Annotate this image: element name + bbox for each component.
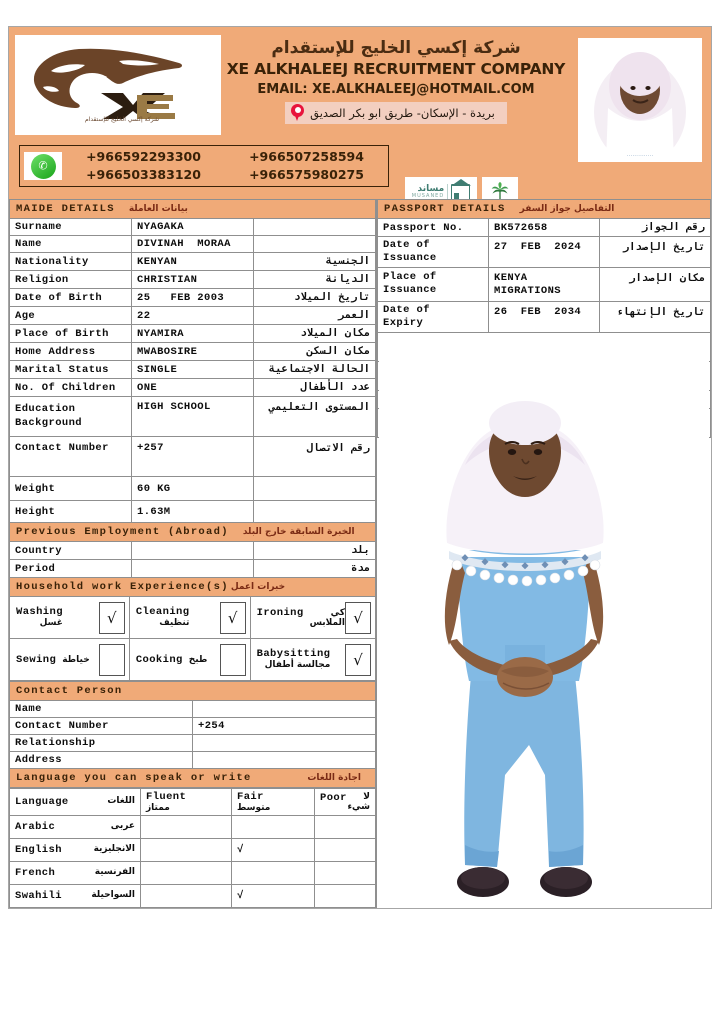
section-previous-employment [10, 523, 376, 542]
row-label: Date of Birth [10, 289, 132, 307]
col-language [10, 789, 141, 816]
row-value: 1.63M [132, 501, 254, 523]
item-label-ar: تنظيف [159, 618, 190, 629]
checkbox-cleaning[interactable] [220, 602, 246, 634]
table-row [378, 301, 711, 332]
language-name: French [15, 867, 56, 879]
table-row [10, 701, 376, 718]
language-name-ar: الفرنسية [94, 867, 135, 877]
table-row [10, 236, 376, 253]
row-label: Period [10, 560, 132, 578]
maid-details-table [9, 199, 376, 597]
table-row [10, 343, 376, 361]
table-row [10, 397, 376, 437]
table-row [10, 752, 376, 769]
cell-fair[interactable] [232, 862, 315, 885]
row-value [193, 701, 376, 718]
row-value: BK572658 [489, 219, 600, 237]
col-label-en: Fluent [146, 791, 187, 803]
cell-poor[interactable] [315, 862, 376, 885]
row-label-ar [254, 477, 376, 501]
col-fair [232, 789, 315, 816]
phone-4: +966575980275 [249, 167, 364, 183]
table-row [378, 237, 711, 268]
col-poor [315, 789, 376, 816]
company-address-text: بريدة - الإسكان- طريق ابو بكر الصديق [310, 105, 495, 120]
phone-1: +966592293300 [86, 149, 201, 164]
contact-person-table [9, 681, 376, 788]
table-row [10, 271, 376, 289]
section-title-en: PASSPORT DETAILS [384, 203, 506, 215]
table-row [10, 501, 376, 523]
row-label-ar: مكان الإصدار [600, 268, 711, 301]
logo-subtitle: شركة إكسي الخليج للإستقدام [84, 116, 160, 123]
table-row [10, 477, 376, 501]
musaned-label-ar: مساند [417, 184, 445, 194]
row-label: Nationality [10, 253, 132, 271]
row-value: KENYA MIGRATIONS [489, 268, 600, 301]
col-label-ar: متوسط [237, 803, 271, 813]
cell-fluent[interactable] [141, 816, 232, 839]
row-value: ONE [132, 379, 254, 397]
household-item-cleaning[interactable] [130, 597, 251, 639]
row-value: HIGH SCHOOL [132, 397, 254, 437]
language-name: English [15, 844, 62, 856]
full-body-photo [379, 345, 709, 908]
col-label-ar: لا شيء [347, 792, 370, 812]
row-value: +257 [132, 437, 254, 477]
row-value: NYAGAKA [132, 219, 254, 236]
cell-fluent[interactable] [141, 885, 232, 908]
check-mark: √ [353, 650, 363, 669]
row-value [132, 542, 254, 560]
musaned-label-en: MUSANED [411, 193, 445, 199]
table-row [10, 735, 376, 752]
row-value [193, 735, 376, 752]
section-maid-details [10, 200, 376, 219]
checkbox-ironing[interactable] [345, 602, 371, 634]
language-row-arabic [10, 816, 376, 839]
language-row-french [10, 862, 376, 885]
table-row [10, 718, 376, 735]
section-title-ar: التفاصيل جواز السفر [519, 204, 615, 214]
company-address [285, 102, 507, 124]
household-item-sewing[interactable] [9, 639, 130, 681]
company-email: EMAIL: XE.ALKHALEEJ@HOTMAIL.COM [257, 81, 535, 97]
section-title-ar: بيانات العاملة [128, 204, 188, 214]
row-value: KENYAN [132, 253, 254, 271]
row-label: Marital Status [10, 361, 132, 379]
row-label: Date of Issuance [378, 237, 489, 268]
row-label-ar: العمر [254, 307, 376, 325]
cell-fluent[interactable] [141, 839, 232, 862]
table-row [10, 325, 376, 343]
cell-poor[interactable] [315, 816, 376, 839]
table-row [10, 361, 376, 379]
row-label-ar: الديانة [254, 271, 376, 289]
row-label-ar: بلد [254, 542, 376, 560]
cell-poor[interactable] [315, 839, 376, 862]
item-label-en: Cleaning [135, 605, 190, 618]
col-label-en: Poor [320, 792, 347, 804]
row-value: CHRISTIAN [132, 271, 254, 289]
section-title-en: Previous Employment (Abroad) [16, 526, 229, 538]
row-label: Religion [10, 271, 132, 289]
checkbox-sewing[interactable] [99, 644, 125, 676]
section-title-en: MAIDE DETAILS [16, 203, 115, 215]
location-pin-icon [291, 104, 304, 122]
household-item-babysitting[interactable] [251, 639, 376, 681]
row-value: 27 FEB 2024 [489, 237, 600, 268]
right-column [377, 199, 711, 908]
row-label: Place of Birth [10, 325, 132, 343]
checkbox-cooking[interactable] [220, 644, 246, 676]
table-row [378, 268, 711, 301]
row-value: 22 [132, 307, 254, 325]
company-name-english: XE ALKHALEEJ RECRUITMENT COMPANY [226, 60, 566, 79]
row-label: Contact Number [10, 718, 193, 735]
item-label-ar: كي الملابس [309, 608, 345, 628]
language-name: Arabic [15, 821, 56, 833]
row-value: +254 [193, 718, 376, 735]
row-label: Weight [10, 477, 132, 501]
table-row [378, 219, 711, 237]
headshot-image [578, 38, 702, 162]
section-title-ar: الخبرة السابقة خارج البلد [242, 527, 355, 537]
section-title-ar: خبرات اعمل [230, 582, 286, 592]
section-title-en: Household work Experience(s) [16, 581, 229, 593]
row-label-ar: الحالة الاجتماعية [254, 361, 376, 379]
row-label: Name [10, 701, 193, 718]
check-mark: √ [107, 608, 117, 627]
phone-3: +966503383120 [86, 167, 201, 183]
section-title-en: Contact Person [16, 685, 123, 697]
row-label-ar [254, 219, 376, 236]
row-label: Place of Issuance [378, 268, 489, 301]
table-row [10, 307, 376, 325]
row-label: Home Address [10, 343, 132, 361]
header-center [221, 33, 571, 127]
item-label-en: Cooking [135, 653, 183, 666]
whatsapp-icon: ✆ [24, 152, 62, 180]
language-name-ar: عربى [110, 821, 135, 831]
row-label-ar: رقم الاتصال [254, 437, 376, 477]
row-label: Age [10, 307, 132, 325]
table-row [10, 219, 376, 236]
document-header [9, 27, 711, 199]
item-label-ar: مجالسة أطفال [264, 660, 331, 671]
language-name: Swahili [15, 890, 62, 902]
house-icon [451, 184, 470, 201]
item-label-en: Babysitting [256, 647, 331, 660]
item-label-ar: طبخ [188, 654, 208, 665]
applicant-headshot [575, 35, 705, 165]
household-work-grid [9, 597, 376, 681]
row-label-ar [254, 501, 376, 523]
row-value: MWABOSIRE [132, 343, 254, 361]
row-value: DIVINAH MORAA [132, 236, 254, 253]
section-languages [10, 769, 376, 788]
section-passport-details [378, 200, 711, 219]
row-label: Country [10, 542, 132, 560]
phone-2: +966507258594 [249, 149, 364, 164]
row-label-ar: مكان الميلاد [254, 325, 376, 343]
cell-fair[interactable] [232, 816, 315, 839]
item-label-en: Ironing [256, 607, 304, 619]
xe-globe-icon [23, 41, 213, 121]
language-row-english [10, 839, 376, 862]
row-label: Passport No. [378, 219, 489, 237]
table-row [10, 542, 376, 560]
languages-table [9, 788, 376, 908]
row-label: Address [10, 752, 193, 769]
col-label-en: Fair [237, 791, 264, 803]
row-label-ar: عدد الأطفال [254, 379, 376, 397]
row-label-ar: مدة [254, 560, 376, 578]
table-row [10, 560, 376, 578]
cv-document [8, 26, 712, 909]
company-logo [15, 35, 221, 135]
checkbox-washing[interactable] [99, 602, 125, 634]
table-row [10, 437, 376, 477]
row-value: 26 FEB 2034 [489, 301, 600, 332]
household-item-ironing[interactable] [251, 597, 376, 639]
item-label-en: Sewing [16, 653, 57, 666]
section-title-ar: اجادة اللغات [307, 773, 361, 783]
col-label-ar: اللغات [107, 796, 135, 806]
table-row [10, 379, 376, 397]
company-name-arabic: شركة إكسي الخليج للإستقدام [271, 38, 521, 58]
cell-fluent[interactable] [141, 862, 232, 885]
cell-poor[interactable] [315, 885, 376, 908]
document-body [9, 199, 711, 908]
row-value: 60 KG [132, 477, 254, 501]
languages-header-row [10, 789, 376, 816]
row-value [132, 560, 254, 578]
row-label-ar: الجنسية [254, 253, 376, 271]
item-label-ar: غسل [39, 618, 63, 629]
phone-numbers-block [19, 145, 389, 187]
row-label-ar: مكان السكن [254, 343, 376, 361]
svg-text:..............: .............. [626, 151, 654, 158]
row-label: No. Of Children [10, 379, 132, 397]
language-name-ar: السواحيلة [91, 890, 135, 900]
col-label-en: Language [15, 796, 69, 808]
language-name-ar: الانجليزية [93, 844, 135, 854]
row-label: Education Background [10, 397, 132, 437]
check-mark: √ [237, 890, 244, 902]
cell-fair[interactable] [232, 885, 315, 908]
row-value: SINGLE [132, 361, 254, 379]
section-title-en: Language you can speak or write [16, 772, 252, 784]
row-label-ar: رقم الجواز [600, 219, 711, 237]
checkbox-babysitting[interactable] [345, 644, 371, 676]
check-mark: √ [237, 844, 244, 856]
household-item-cooking[interactable] [130, 639, 251, 681]
check-mark: √ [227, 608, 238, 627]
row-label-ar: تاريخ الميلاد [254, 289, 376, 307]
left-column [9, 199, 377, 908]
item-label-ar: خياطة [62, 654, 90, 665]
col-label-ar: ممتاز [146, 803, 170, 813]
section-household-work [10, 578, 376, 597]
table-row [10, 253, 376, 271]
col-fluent [141, 789, 232, 816]
language-row-swahili [10, 885, 376, 908]
cell-fair[interactable] [232, 839, 315, 862]
row-label: Contact Number [10, 437, 132, 477]
phone-grid [62, 148, 388, 184]
row-label-ar: تاريخ الإنتهاء [600, 301, 711, 332]
applicant-full-photo [377, 345, 711, 908]
row-label-ar: تاريخ الإصدار [600, 237, 711, 268]
row-value: 25 FEB 2003 [132, 289, 254, 307]
row-label: Relationship [10, 735, 193, 752]
row-label-ar [254, 236, 376, 253]
table-row [10, 289, 376, 307]
item-label-en: Washing [16, 605, 63, 618]
household-item-washing[interactable] [9, 597, 130, 639]
check-mark: √ [353, 608, 363, 627]
row-label-ar: المستوى التعليمي [254, 397, 376, 437]
section-contact-person [10, 682, 376, 701]
row-label: Date of Expiry [378, 301, 489, 332]
row-label: Height [10, 501, 132, 523]
row-label: Name [10, 236, 132, 253]
row-value: NYAMIRA [132, 325, 254, 343]
row-label: Surname [10, 219, 132, 236]
row-value [193, 752, 376, 769]
